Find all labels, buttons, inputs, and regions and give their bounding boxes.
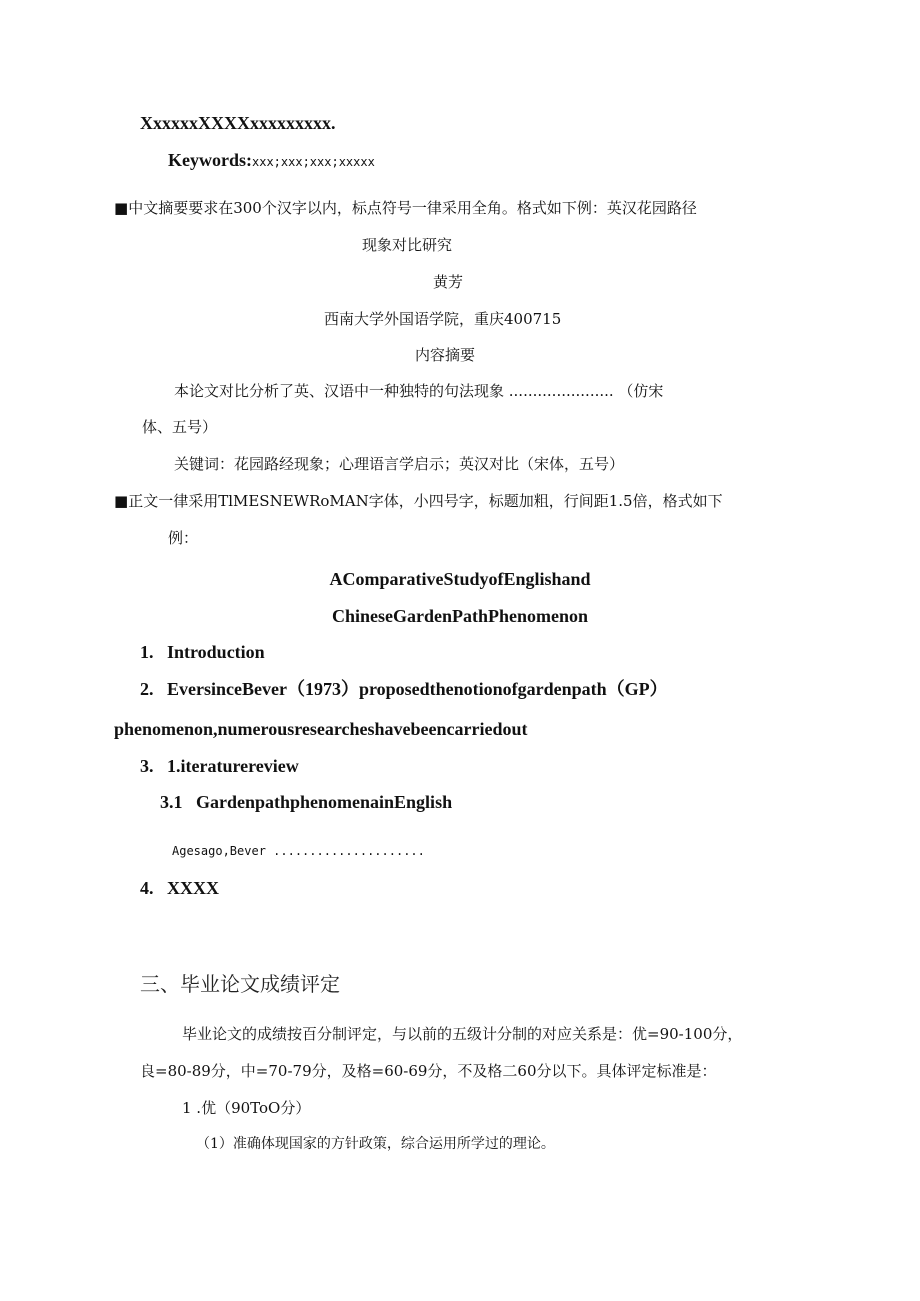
sample-affiliation: 西南大学外国语学院，重庆400715	[324, 310, 562, 328]
grading-para-line2: 良=80-89分，中=70-79分，及格=60-69分，不及格二60分以下。具体评定标准是：	[140, 1062, 717, 1080]
sample-item-3-1-text: Agesago,Bever .....................	[172, 844, 425, 858]
sample-item-3-1: 3.1 GardenpathphenomenainEnglish	[160, 792, 453, 812]
sample-abstract-line1: 本论文对比分析了英、汉语中一种独特的句法现象 ...................... （仿宋	[174, 382, 664, 400]
grade-excellent: 1 .优（90ToO分）	[182, 1099, 311, 1117]
sample-title-line1: AComparativeStudyofEnglishand	[329, 569, 591, 589]
body-rule-cont: 例：	[168, 529, 199, 547]
sample-keywords: 关键词：花园路经现象；心理语言学启示；英汉对比（宋体，五号）	[174, 455, 625, 473]
body-rule	[114, 494, 723, 509]
sample-section-label: 内容摘要	[415, 346, 476, 364]
sample-item-4: 4. XXXX	[140, 878, 219, 898]
sample-item-1: 1. Introduction	[140, 642, 265, 662]
sample-author: 黄芳	[433, 273, 464, 291]
square-bullet-icon: ■	[114, 492, 129, 510]
keywords-value: xxx;xxx;xxx;xxxxx	[252, 155, 375, 169]
cn-abstract-rule	[114, 201, 697, 216]
keywords-label: Keywords:	[168, 150, 252, 170]
sample-cn-title: 现象对比研究	[362, 236, 453, 254]
grading-para-line1: 毕业论文的成绩按百分制评定，与以前的五级计分制的对应关系是：优=90-100分，	[182, 1025, 743, 1043]
cn-abstract-rule-text: 中文摘要要求在300个汉字以内，标点符号一律采用全角。格式如下例：英汉花园路径	[128, 199, 697, 217]
sample-item-2-cont: phenomenon,numerousresearcheshavebeencarriedout	[114, 719, 528, 739]
sample-title-line2: ChineseGardenPathPhenomenon	[331, 606, 589, 626]
square-bullet-icon: ■	[114, 199, 129, 217]
grade-excellent-item1: （1）准确体现国家的方针政策，综合运用所学过的理论。	[196, 1136, 555, 1152]
keywords-line	[168, 151, 375, 169]
abstract-line: XxxxxxXXXXxxxxxxxxx.	[140, 113, 336, 133]
body-rule-text: 正文一律采用TlMESNEWRoMAN字体，小四号字，标题加粗，行间距1.5倍，格式如下	[128, 492, 723, 510]
sample-abstract-line2: 体、五号）	[142, 418, 218, 436]
section-heading: 三、毕业论文成绩评定	[140, 972, 340, 996]
sample-item-2: 2. EversinceBever（1973）proposedthenotionofgardenpath（GP）	[140, 679, 668, 699]
sample-item-3: 3. 1.iteraturereview	[140, 756, 299, 776]
